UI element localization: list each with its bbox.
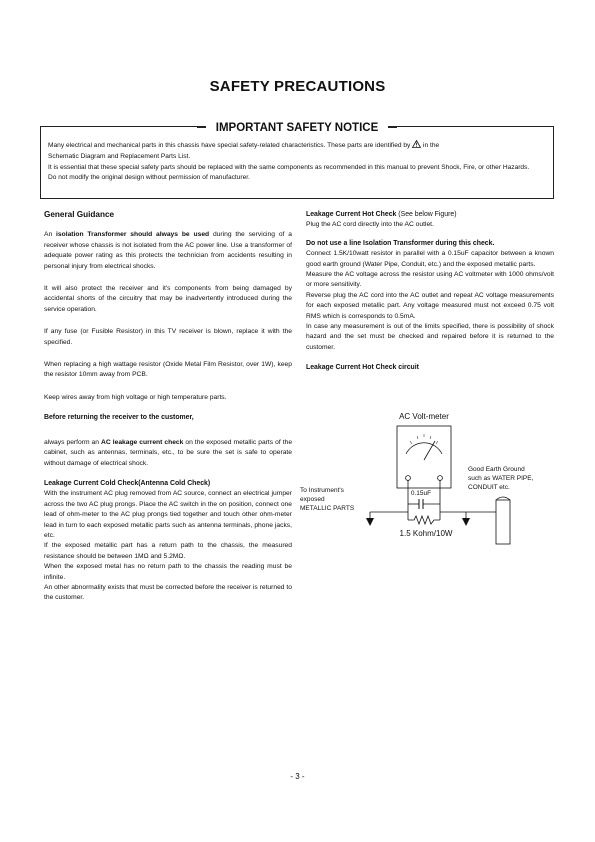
p6-pre: always perform an: [44, 438, 99, 446]
notice-body: [48, 140, 548, 184]
general-paragraph-1: [44, 230, 292, 272]
right-label-3: CONDUIT etc.: [468, 484, 510, 491]
water-pipe: [496, 500, 510, 544]
hot-check-paragraph-1: Plug the AC cord directly into the AC outlet.: [306, 221, 434, 229]
left-label-3: METALLIC PARTS: [300, 505, 355, 512]
meter-label: AC Volt-meter: [399, 412, 449, 421]
notice-title: IMPORTANT SAFETY NOTICE: [206, 122, 389, 134]
meter-terminal-left: [406, 476, 411, 481]
notice-title-wrap: [41, 118, 553, 136]
general-paragraph-2: It will also protect the receiver and it's components from being damaged by accidental shorts of the circuitry that may be inadvertently introduced during the service operation.: [44, 285, 292, 313]
notice-line-3: It is essential that these special safety parts should be replaced with the same components as recommended in this manual to prevent Shock, Fire, or other Hazards.: [48, 163, 530, 171]
hot-check-heading: [306, 210, 554, 220]
left-column: [44, 210, 292, 604]
notice-line-1: [48, 140, 548, 152]
hot-check-warning: Do not use a line Isolation Transformer during this check.: [306, 239, 495, 247]
notice-line-1-a: Many electrical and mechanical parts in this chassis have special safety-related characteristics. These parts are identified by: [48, 142, 411, 149]
safety-notice-box: [40, 122, 554, 199]
right-column: [306, 210, 554, 374]
hot-check-suffix: (See below Figure): [398, 211, 457, 218]
circuit-heading: Leakage Current Hot Check circuit: [306, 364, 419, 372]
left-label-2: exposed: [300, 496, 325, 503]
hot-check-paragraph-4: Reverse plug the AC cord into the AC outlet and repeat AC voltage measurements for each exposed metallic part. Any voltage measured must not exceed 0.75 volt RMS which is corresponds to 0.5mA.: [306, 291, 554, 320]
p6-bold: AC leakage current check: [101, 438, 184, 446]
right-label-1: Good Earth Ground: [468, 466, 525, 473]
hot-check-circuit-diagram: [296, 408, 556, 548]
resistor: [408, 516, 440, 524]
meter-terminal-right: [438, 476, 443, 481]
before-returning-heading: Before returning the receiver to the customer,: [44, 414, 194, 422]
page-number: - 3 -: [290, 772, 305, 781]
left-label-1: To Instrument's: [300, 487, 344, 494]
probe-right: [462, 518, 470, 526]
cold-check-paragraph-3: When the exposed metal has no return path to the chassis the reading must be infinite.: [44, 563, 292, 581]
cold-check-heading: Leakage Current Cold Check(Antenna Cold Check): [44, 479, 211, 487]
page-title: SAFETY PRECAUTIONS: [209, 78, 386, 95]
general-paragraph-3: If any fuse (or Fusible Resistor) in this TV receiver is blown, replace it with the specified.: [44, 328, 292, 346]
capacitor-label: 0.15uF: [410, 490, 432, 497]
right-label-2: such as WATER PIPE,: [468, 475, 534, 482]
notice-line-4: Do not modify the original design without permission of manufacturer.: [48, 174, 250, 182]
before-returning-paragraph: [44, 438, 292, 469]
general-paragraph-5: Keep wires away from high voltage or high temperature parts.: [44, 393, 227, 401]
meter-scale-arc: [406, 443, 442, 454]
p1-pre: An: [44, 231, 53, 239]
cold-check-paragraph-1: With the instrument AC plug removed from AC source, connect an electrical jumper across the two AC plug prongs. Place the AC switch in the on position, connect one lead of ohm-meter to the AC plug prongs tied together and touch other ohm-meter lead in turn to each exposed metallic parts such as antenna terminals, phone jacks, etc.: [44, 490, 292, 539]
hot-check-paragraph-3: Measure the AC voltage across the resistor using AC voltmeter with 1000 ohms/volt or more sensitivity.: [306, 271, 554, 289]
probe-left: [366, 518, 374, 526]
cold-check-paragraph-4: An other abnormality exists that must be corrected before the receiver is returned to the customer.: [44, 583, 292, 602]
general-paragraph-4: When replacing a high wattage resistor (Oxide Metal Film Resistor, over 1W), keep the resistor 10mm away from PCB.: [44, 361, 292, 379]
hot-check-paragraph-5: In case any measurement is out of the limits specified, there is possibility of shock hazard and the set must be checked and repaired before it is returned to the customer.: [306, 323, 554, 351]
p1-bold: isolation Transformer should always be used: [56, 231, 210, 239]
notice-line-2: Schematic Diagram and Replacement Parts List.: [48, 152, 191, 160]
resistor-label: 1.5 Kohm/10W: [399, 529, 453, 538]
notice-line-1-b: in the: [423, 142, 440, 149]
hot-check-title: Leakage Current Hot Check: [306, 211, 397, 218]
hot-check-paragraph-2: Connect 1.5K/10watt resistor in parallel with a 0.15uF capacitor between a known good earth ground (Water Pipe, Conduit, etc.) and the exposed metallic parts.: [306, 250, 554, 268]
p6-post: on the exposed metallic parts of the cabinet, such as antennas, terminals, etc., to be sure the set is safe to operate without damage of electrical shock.: [44, 438, 293, 467]
general-guidance-heading: General Guidance: [44, 210, 115, 219]
cold-check-paragraph-2: If the exposed metallic part has a return path to the chassis, the measured resistance should be between 1MΩ and 5.2MΩ.: [44, 542, 292, 560]
p1-post: during the servicing of a receiver whose chassis is not isolated from the AC power line. Use a transformer of adequate power rating as this protects the technician from accidents resulting in personal injury from electrical shocks.: [44, 231, 292, 270]
meter-needle: [424, 441, 435, 460]
warning-triangle-icon: [412, 140, 421, 148]
